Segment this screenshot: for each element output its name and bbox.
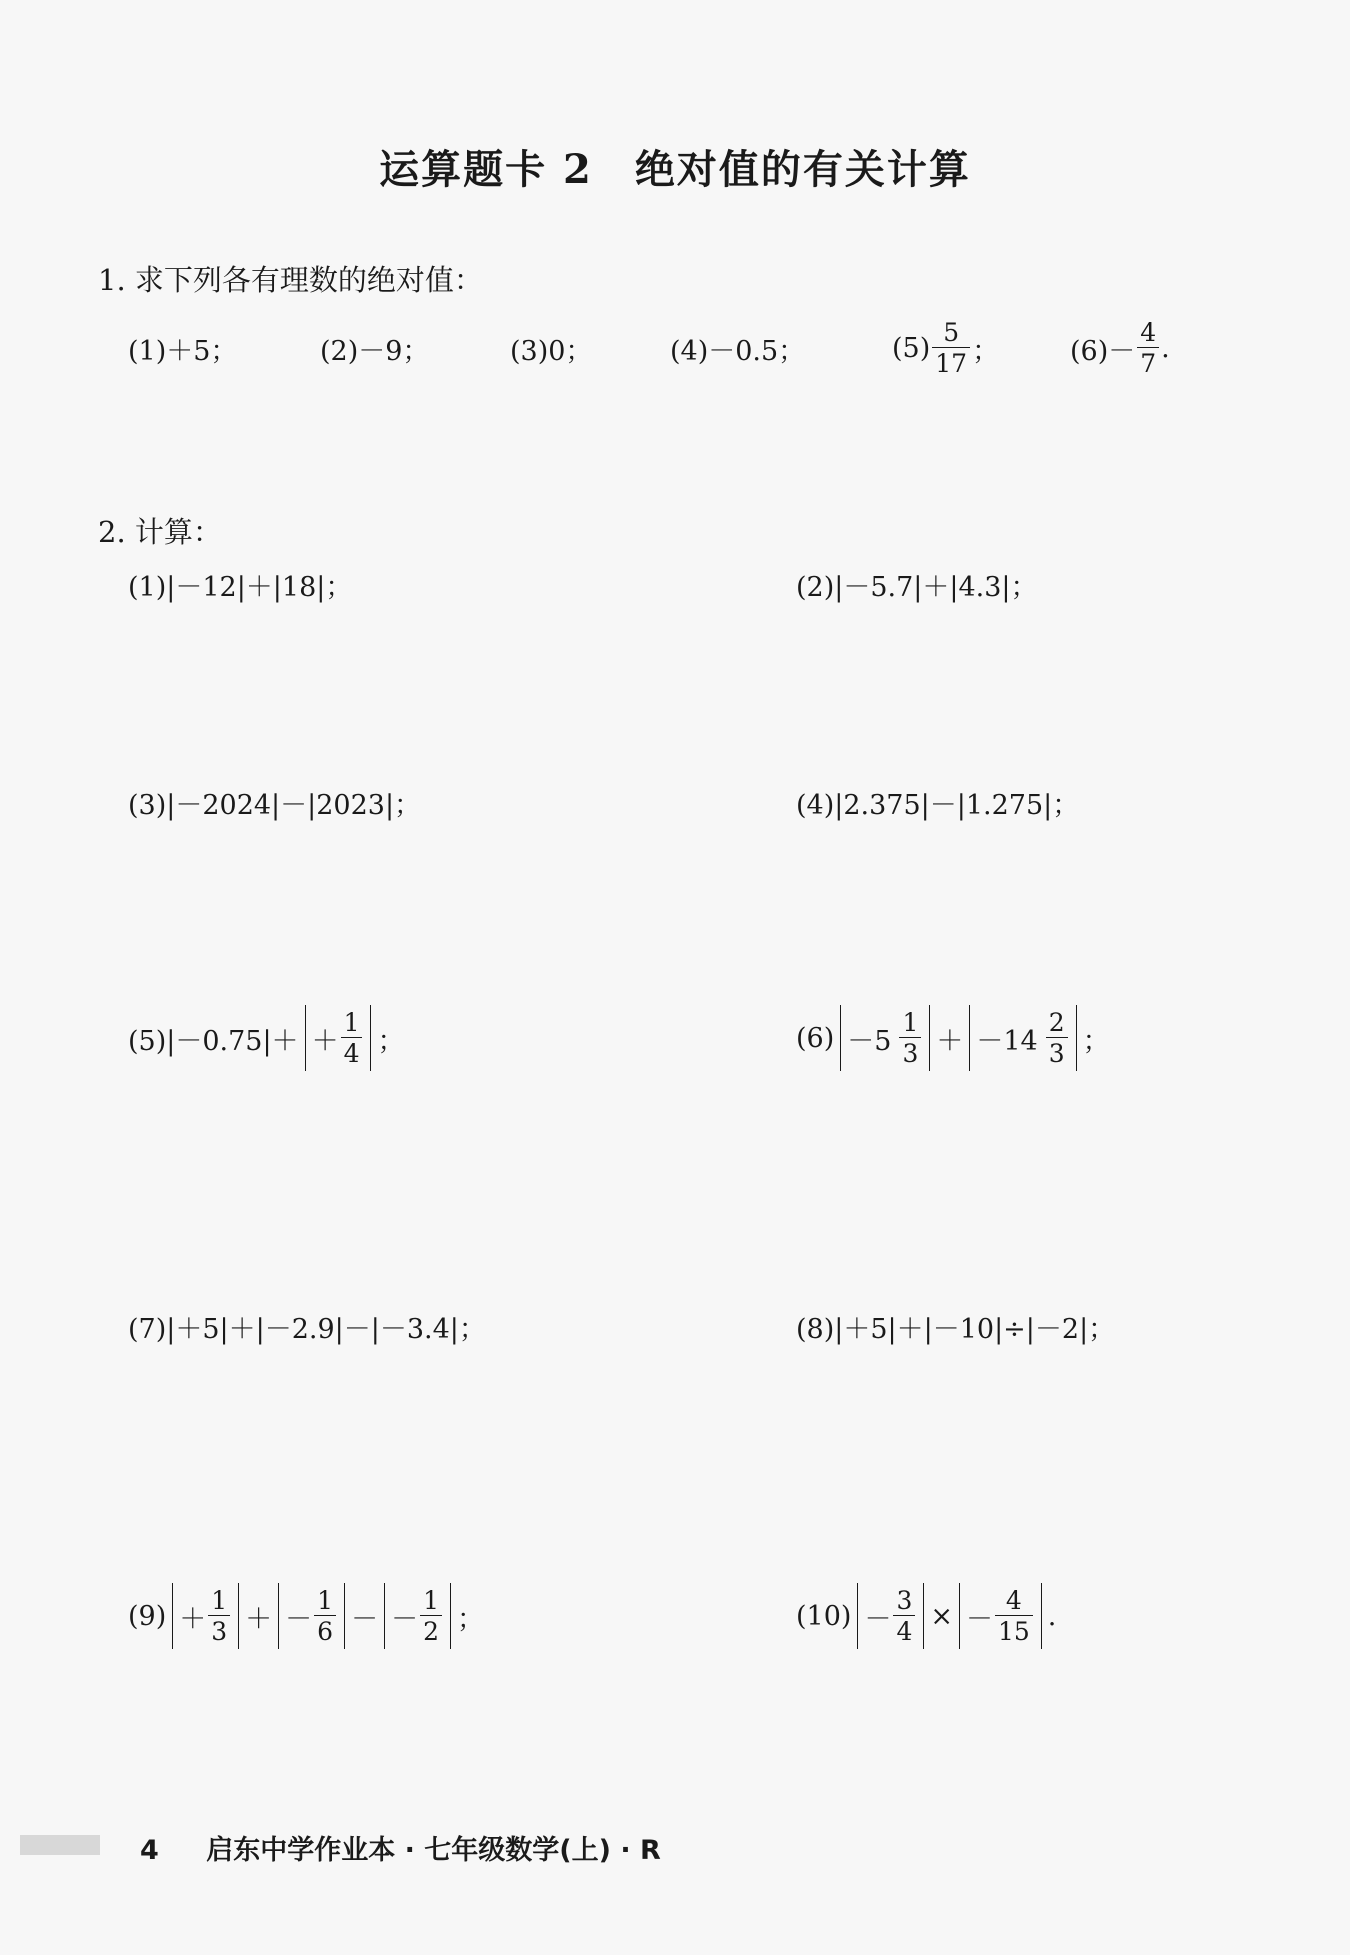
fraction-numerator: 1 (343, 1008, 360, 1037)
fraction-numerator: 4 (1005, 1586, 1022, 1615)
fraction-denominator: 15 (995, 1615, 1033, 1644)
q2-item-5-prefix: (5)|－0.75|＋ (128, 1025, 299, 1057)
footer-decor-band (20, 1835, 100, 1855)
q2-item-10-b-sign: － (965, 1603, 993, 1635)
q2-item-9-c-sign: － (391, 1603, 419, 1635)
q2-item-10-b-fraction (995, 1588, 1033, 1644)
abs-bar-right (923, 1583, 924, 1649)
q2-item-10-prefix: (10) (796, 1600, 852, 1632)
abs-bar-left (305, 1005, 306, 1071)
q2-item-5-suffix: ； (377, 1025, 405, 1057)
abs-bar-right (344, 1583, 345, 1649)
abs-bar-left (840, 1005, 841, 1071)
q1-item-5 (892, 312, 999, 384)
q2-item-8: (8)|＋5|＋|－10|÷|－2|； (796, 1313, 1116, 1345)
fraction-numerator: 1 (211, 1586, 228, 1615)
q1-item-1: (1)＋5； (128, 335, 238, 367)
abs-bar-left (384, 1583, 385, 1649)
q2-item-9-op2: － (351, 1603, 379, 1635)
fraction-denominator: 3 (899, 1037, 921, 1066)
abs-bar-left (969, 1005, 970, 1071)
fraction-numerator: 1 (902, 1008, 919, 1037)
q2-item-9-a-sign: ＋ (179, 1603, 207, 1635)
fraction-denominator: 3 (208, 1615, 230, 1644)
abs-bar-right (929, 1005, 930, 1071)
q2-item-10-a-sign: － (864, 1603, 892, 1635)
q2-item-10 (796, 1580, 1056, 1652)
fraction-numerator: 3 (896, 1586, 913, 1615)
q2-item-2: (2)|－5.7|＋|4.3|； (796, 571, 1038, 603)
q2-item-5-sign: ＋ (311, 1025, 339, 1057)
q2-item-6-op: ＋ (936, 1025, 964, 1057)
q1-item-6-fraction (1137, 320, 1159, 376)
q2-item-6-suffix: ； (1082, 1025, 1110, 1057)
fraction-denominator: 4 (341, 1037, 363, 1066)
page-title: 运算题卡 2 绝对值的有关计算 (379, 146, 971, 193)
q2-item-6-a-fraction (899, 1010, 921, 1066)
q2-item-1: (1)|－12|＋|18|； (128, 571, 353, 603)
abs-bar-left (959, 1583, 960, 1649)
fraction-numerator: 5 (943, 318, 960, 347)
fraction-denominator: 17 (932, 347, 970, 376)
abs-bar-right (1041, 1583, 1042, 1649)
fraction-denominator: 2 (420, 1615, 442, 1644)
q2-item-5-fraction (341, 1010, 363, 1066)
footer-text: 启东中学作业本 · 七年级数学(上) · R (206, 1835, 661, 1866)
abs-bar-left (857, 1583, 858, 1649)
q1-item-3: (3)0； (510, 335, 593, 367)
abs-bar-right (370, 1005, 371, 1071)
fraction-numerator: 1 (317, 1586, 334, 1615)
q2-item-9 (128, 1580, 484, 1652)
fraction-denominator: 6 (314, 1615, 336, 1644)
q1-item-2: (2)－9； (320, 335, 430, 367)
fraction-numerator: 4 (1140, 318, 1157, 347)
abs-bar-right (1076, 1005, 1077, 1071)
q1-item-4: (4)－0.5； (670, 335, 806, 367)
fraction-denominator: 7 (1137, 347, 1159, 376)
q2-item-6-b-whole: －14 (976, 1025, 1038, 1057)
q1-item-6 (1070, 312, 1170, 384)
question-1-label: 1. 求下列各有理数的绝对值： (98, 263, 483, 297)
q2-item-10-op: × (930, 1600, 953, 1632)
q2-item-6 (796, 1002, 1110, 1074)
q2-item-5 (128, 1002, 404, 1074)
q2-item-9-prefix: (9) (128, 1600, 167, 1632)
q2-item-9-b-sign: － (285, 1603, 313, 1635)
q1-item-5-fraction (932, 320, 970, 376)
q2-item-4: (4)|2.375|－|1.275|； (796, 789, 1080, 821)
q2-item-9-a-fraction (208, 1588, 230, 1644)
q2-item-9-c-fraction (420, 1588, 442, 1644)
q2-item-10-suffix: . (1047, 1600, 1057, 1632)
q1-item-5-suffix: ； (972, 335, 1000, 367)
abs-bar-left (172, 1583, 173, 1649)
q2-item-6-b-fraction (1046, 1010, 1068, 1066)
q2-item-6-a-whole: －5 (847, 1025, 892, 1057)
q2-item-3: (3)|－2024|－|2023|； (128, 789, 422, 821)
page-number: 4 (140, 1835, 159, 1866)
q1-item-6-prefix: (6)－ (1070, 335, 1136, 367)
q2-item-9-suffix: ； (456, 1603, 484, 1635)
abs-bar-right (238, 1583, 239, 1649)
question-2-label: 2. 计算： (98, 515, 222, 549)
q1-item-6-suffix: . (1161, 332, 1170, 364)
fraction-denominator: 3 (1046, 1037, 1068, 1066)
q2-item-9-op1: ＋ (245, 1603, 273, 1635)
abs-bar-right (450, 1583, 451, 1649)
fraction-numerator: 2 (1048, 1008, 1065, 1037)
q2-item-10-a-fraction (893, 1588, 915, 1644)
q2-item-9-b-fraction (314, 1588, 336, 1644)
page-footer (140, 1828, 661, 1867)
q2-item-7: (7)|＋5|＋|－2.9|－|－3.4|； (128, 1313, 486, 1345)
abs-bar-left (278, 1583, 279, 1649)
q1-item-5-prefix: (5) (892, 332, 931, 364)
fraction-numerator: 1 (423, 1586, 439, 1615)
fraction-denominator: 4 (893, 1615, 915, 1644)
q2-item-6-prefix: (6) (796, 1022, 835, 1054)
